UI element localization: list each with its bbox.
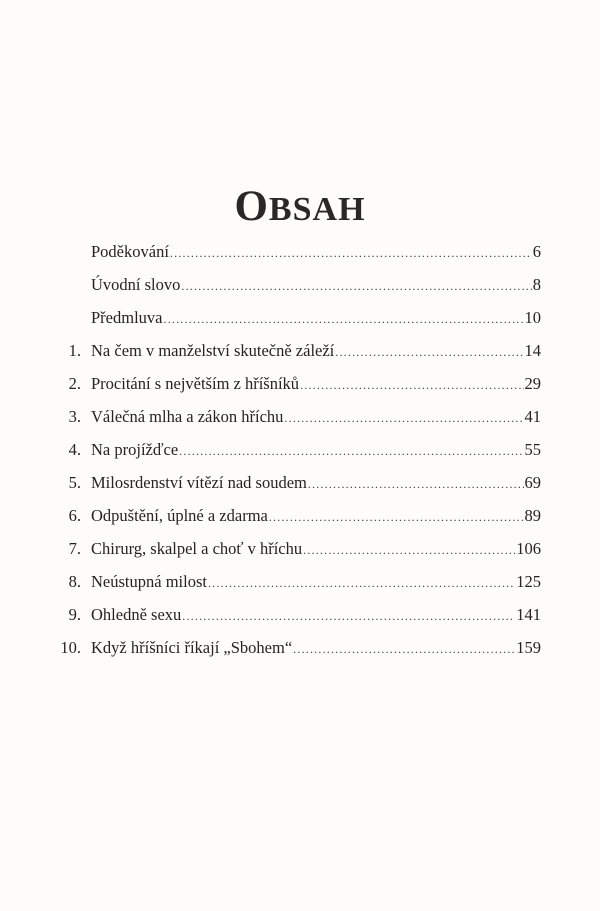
toc-entry-label: Úvodní slovo	[91, 275, 181, 294]
toc-entry-number: 5.	[68, 473, 81, 492]
toc-entry-line	[91, 603, 541, 628]
toc-entry-page: 6	[532, 242, 541, 261]
toc-entry-page: 141	[516, 605, 541, 624]
toc-leader-dots	[303, 538, 515, 562]
toc-entry	[0, 438, 600, 462]
toc-leader-dots	[179, 439, 523, 463]
toc-entry-label: Na projížďce	[91, 440, 179, 459]
toc-leader-dots	[300, 373, 523, 397]
toc-entry-number: 1.	[68, 341, 81, 360]
toc-entry-number: 4.	[68, 440, 81, 459]
toc-entry-number: 3.	[68, 407, 81, 426]
toc-entry-number: 10.	[60, 638, 81, 657]
toc-entry-page: 55	[524, 440, 541, 459]
toc-leader-dots	[170, 241, 532, 265]
toc-entry-label: Poděkování	[91, 242, 169, 261]
toc-entry-page: 69	[524, 473, 541, 492]
toc-entry-page: 159	[516, 638, 541, 657]
toc-leader-dots	[335, 340, 523, 364]
toc-entry-line	[91, 537, 541, 562]
toc-entry	[0, 603, 600, 627]
toc-entry	[0, 537, 600, 561]
toc-entry-page: 10	[524, 308, 541, 327]
toc-leader-dots	[181, 274, 531, 298]
toc-entry-line	[91, 504, 541, 529]
toc-entry	[0, 405, 600, 429]
toc-leader-dots	[164, 307, 524, 331]
toc-entry-label: Procitání s největším z hříšníků	[91, 374, 300, 393]
toc-entry	[0, 636, 600, 660]
toc-leader-dots	[269, 505, 524, 529]
toc-entry-line	[91, 636, 541, 661]
toc-entry-line	[91, 438, 541, 463]
toc-entry-page: 125	[516, 572, 541, 591]
toc-entry-page: 29	[524, 374, 541, 393]
toc-entry-label: Válečná mlha a zákon hříchu	[91, 407, 284, 426]
toc-entry	[0, 240, 600, 264]
toc-entry-label: Ohledně sexu	[91, 605, 182, 624]
toc-entry-label: Chirurg, skalpel a choť v hříchu	[91, 539, 303, 558]
toc-entry	[0, 570, 600, 594]
toc-entry	[0, 273, 600, 297]
toc-leader-dots	[208, 571, 515, 595]
title-rest: BSAH	[268, 190, 366, 228]
toc-entry-line	[91, 471, 541, 496]
toc-entry-number: 9.	[68, 605, 81, 624]
toc-entry-label: Na čem v manželství skutečně záleží	[91, 341, 335, 360]
toc-entry-line	[91, 240, 541, 265]
toc-entry-number: 7.	[68, 539, 81, 558]
toc-entry-label: Neústupná milost	[91, 572, 207, 591]
toc-entry-line	[91, 570, 541, 595]
toc-entry-number: 8.	[68, 572, 81, 591]
toc-entry-page: 89	[524, 506, 541, 525]
toc-entry-label: Předmluva	[91, 308, 163, 327]
toc-entry	[0, 306, 600, 330]
toc-leader-dots	[182, 604, 515, 628]
toc-entry-label: Odpuštění, úplné a zdarma	[91, 506, 268, 525]
toc-entry-line	[91, 372, 541, 397]
toc-entry-label: Když hříšníci říkají „Sbohem“	[91, 638, 293, 657]
toc-entry-page: 14	[524, 341, 541, 360]
toc-entry-number: 6.	[68, 506, 81, 525]
toc-entry	[0, 339, 600, 363]
toc-entry-line	[91, 306, 541, 331]
toc-leader-dots	[293, 637, 515, 661]
toc-entry-label: Milosrdenství vítězí nad soudem	[91, 473, 307, 492]
toc-entry	[0, 372, 600, 396]
toc-entry	[0, 504, 600, 528]
toc-leader-dots	[308, 472, 524, 496]
toc-entry	[0, 471, 600, 495]
toc-entry-number: 2.	[68, 374, 81, 393]
toc-entry-page: 106	[516, 539, 541, 558]
toc-entry-line	[91, 273, 541, 298]
toc-entry-line	[91, 405, 541, 430]
toc-entry-page: 8	[532, 275, 541, 294]
toc-entry-page: 41	[524, 407, 541, 426]
page-title	[0, 182, 600, 230]
title-first-letter: O	[234, 182, 269, 230]
toc-leader-dots	[284, 406, 523, 430]
toc-entry-line	[91, 339, 541, 364]
